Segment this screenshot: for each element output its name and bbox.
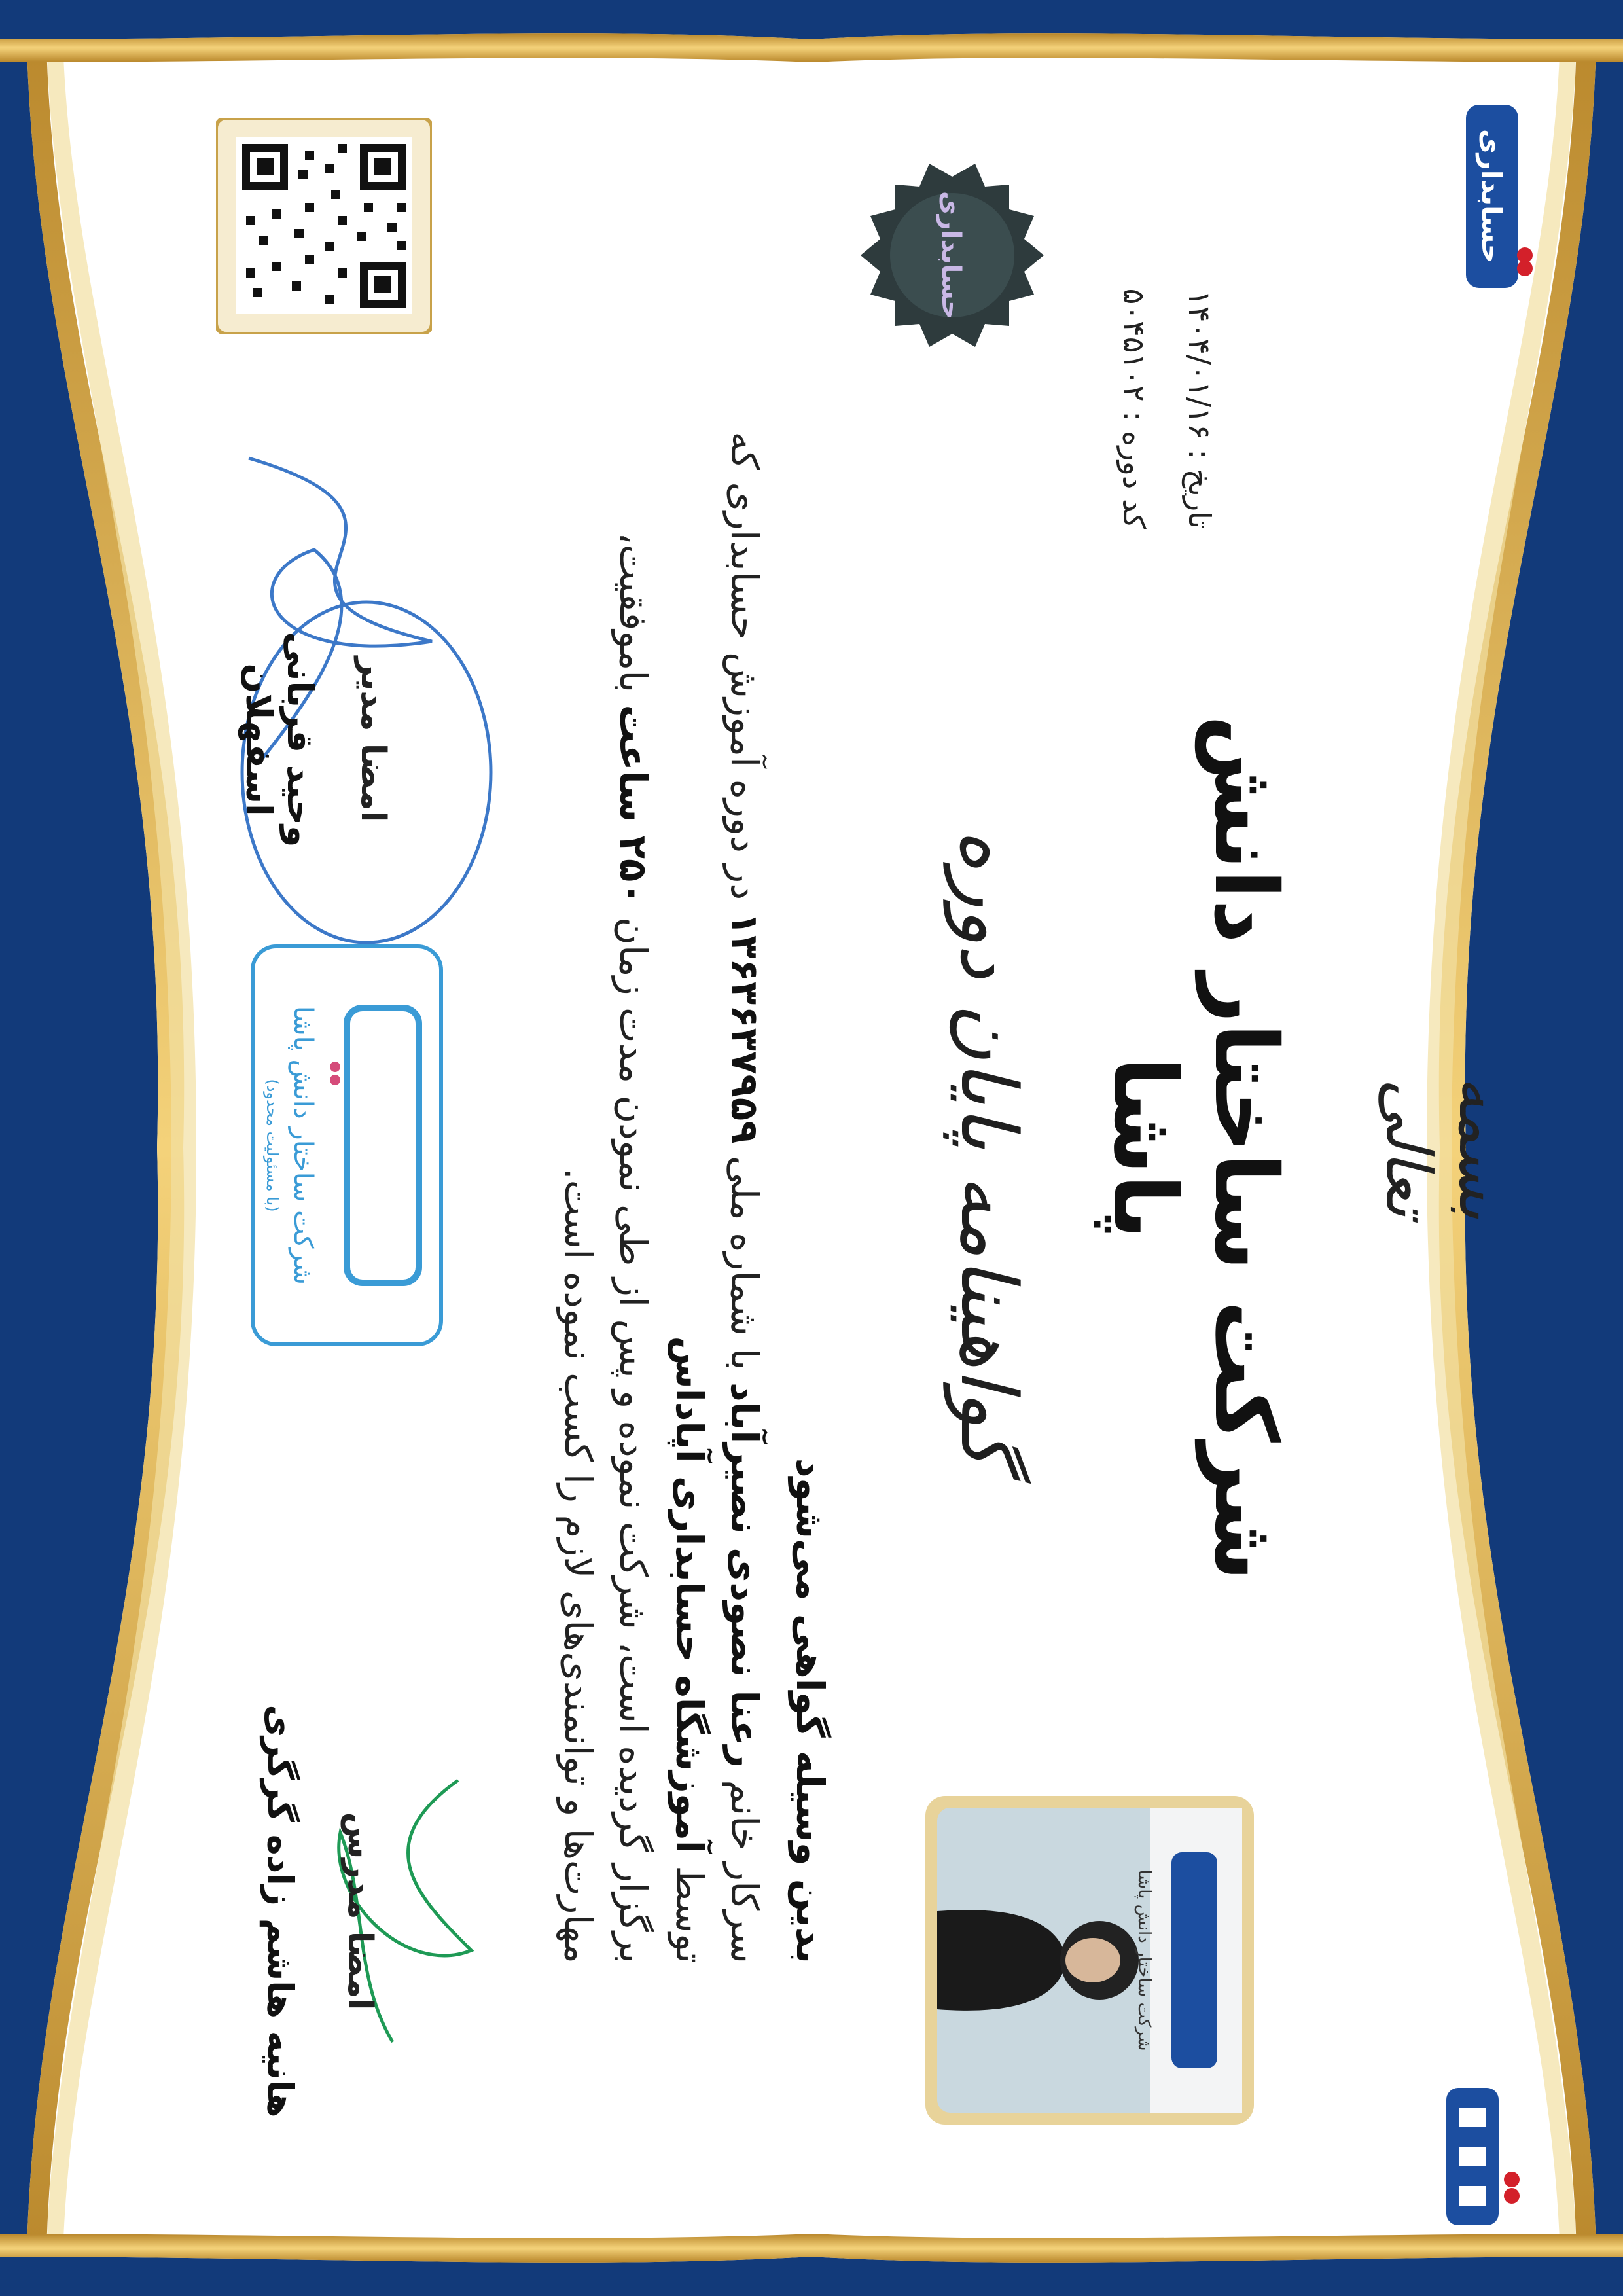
national-id: ۱۳۶۳۶۳۷۹۵۹ bbox=[722, 912, 767, 1144]
instructor-title: امضا مدرس bbox=[340, 1812, 380, 2011]
national-id-prefix: با شماره ملی bbox=[722, 1156, 767, 1371]
brand-logo-icon bbox=[1427, 2081, 1544, 2232]
instructor-name: هانیه هاشم زاده گرگری bbox=[260, 1704, 301, 2118]
hesabdari-logo bbox=[1446, 98, 1544, 295]
course-code bbox=[1116, 110, 1152, 529]
manager-name: وحید قربانی اسفهلان bbox=[238, 632, 321, 848]
course-code-label: کد دوره : bbox=[1116, 411, 1152, 529]
manager-signature-icon bbox=[170, 419, 510, 956]
recipient-name: رعنا نصودی نصیرآباد bbox=[722, 1382, 767, 1768]
date-label: تاریخ : bbox=[1182, 449, 1217, 529]
course-code-value: ۵۰۴۵۱۰۲ bbox=[1116, 288, 1152, 402]
svg-text:شرکت ساختار دانش پاشا: شرکت ساختار دانش پاشا bbox=[288, 1005, 318, 1285]
certificate-title: گواهینامه پایان دوره bbox=[944, 829, 1034, 1467]
body-line-1 bbox=[783, 393, 838, 1964]
seal-icon bbox=[851, 157, 1047, 353]
company-stamp bbox=[249, 942, 445, 1348]
svg-text:(با مسئولیت محدود): (با مسئولیت محدود) bbox=[263, 1079, 281, 1212]
institute-name: آموزشگاه حسابداری آپاداس bbox=[668, 1336, 712, 1854]
student-photo bbox=[923, 1793, 1257, 2127]
date-value: ۱۴۰۴/۰۱/۱۶ bbox=[1182, 290, 1217, 440]
svg-text:حسابداری: حسابداری bbox=[936, 190, 966, 320]
basmala: بسمه تعالی bbox=[1372, 1076, 1518, 1220]
stamp-icon bbox=[249, 942, 445, 1348]
qr-code-icon bbox=[216, 118, 432, 334]
course-description: در دوره آموزش حسابداری که توسط bbox=[668, 431, 767, 1964]
svg-text:شرکت ساختار دانش پاشا: شرکت ساختار دانش پاشا bbox=[1134, 1869, 1154, 2051]
course-hours: ۲۵۰ ساعت bbox=[611, 704, 656, 905]
recipient-prefix: سرکار خانم bbox=[722, 1780, 767, 1964]
hologram-seal bbox=[851, 157, 1047, 353]
instructor-signature-block bbox=[196, 1702, 497, 2121]
body-intro: بدین وسیله گواهی می‌شود bbox=[788, 1458, 832, 1964]
hesabdari-logo-icon bbox=[1446, 98, 1544, 295]
company-logo-right bbox=[1427, 2081, 1544, 2232]
achievement-text: باموفقیت، مهارت‌ها و توانمندی‌های لازم را کسب نموده است. bbox=[556, 532, 656, 1964]
svg-text:حسابداری: حسابداری bbox=[1476, 129, 1508, 264]
body-line-2 bbox=[662, 393, 772, 1964]
completion-text: برگزار گردیده است، شرکت نموده و پس از طی نمودن مدت زمان bbox=[611, 917, 656, 1964]
body-line-3 bbox=[551, 393, 661, 1964]
company-name: شرکت ساختار دانش پاشا bbox=[1094, 715, 1296, 1581]
issue-date bbox=[1182, 110, 1217, 529]
verification-qr-code[interactable] bbox=[216, 118, 432, 334]
manager-signature-block bbox=[170, 419, 510, 956]
manager-title: امضا مدیر bbox=[353, 656, 393, 823]
